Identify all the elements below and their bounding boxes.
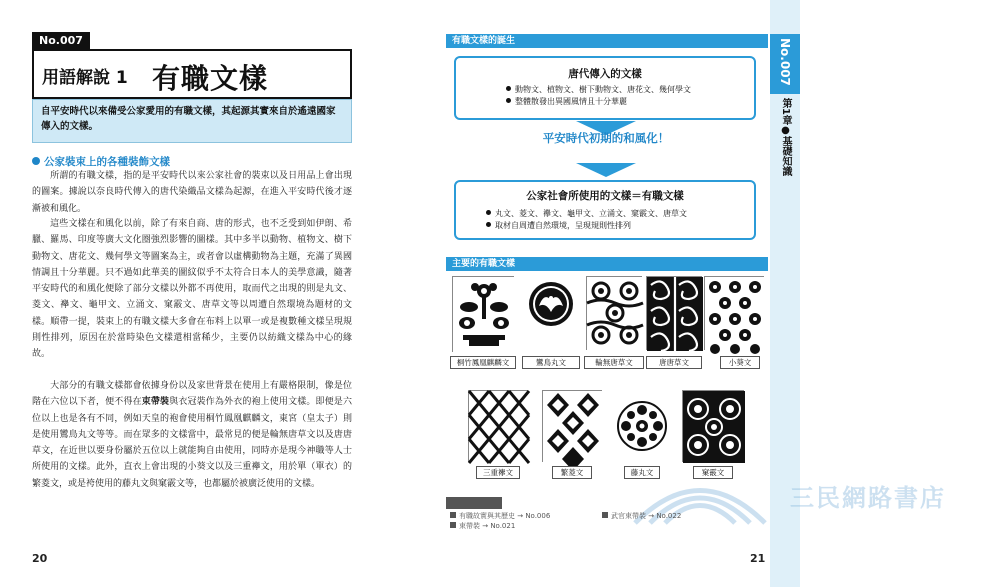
bullet-item xyxy=(486,208,687,220)
pattern-ranchou-maru-image xyxy=(526,276,576,336)
pattern-label-fuji-maru: 藤丸文 xyxy=(624,466,660,479)
pattern-kiritake-houou-image xyxy=(452,276,514,352)
flow-box-tang xyxy=(454,56,756,120)
pattern-kaasen-image xyxy=(682,390,744,462)
pattern-label-kiritake: 桐竹鳳凰麒麟文 xyxy=(450,356,516,369)
pattern-label-mie-dasuki: 三重襷文 xyxy=(476,466,520,479)
pattern-wanashi-karakusa-image xyxy=(586,276,642,350)
paragraph-1-text: 所謂的有職文樣，指的是平安時代以來公家社會的裝束以及日用品上會出現的圖案。據說以奈良時代傳入的唐代染織品文樣為起源，在進入平安時代後才逐漸被和風化。 xyxy=(32,171,352,214)
title-prefix: 用語解說 1 xyxy=(42,68,128,88)
section-heading-patterns: 主要的有職文樣 xyxy=(446,257,768,271)
pattern-label-tou-karakusa: 唐唐草文 xyxy=(646,356,702,369)
paragraph-3-text-a: 大部分的有職文樣都會依據身份以及家世背景在使用上有嚴格限制，像是位階在六位以下者，便不得在 xyxy=(32,381,352,408)
bullet-text: 取材自周遭自然環境，呈現規則性排列 xyxy=(495,221,631,230)
flow-box-tang-title: 唐代傳入的文樣 xyxy=(568,68,642,80)
paragraph-3-text-b: 與衣冠裝作為外衣的袍上使用文樣。即便是六位以上也是各有不同，例如天皇的袍會使用桐竹鳳凰麒麟文，東宮（皇太子）則是使用鸞鳥丸文等等。而在眾多的文樣當中，最常見的便是輪無唐草文以及唐唐草文，在近世以要身份屬於五位以上就能夠自由使用，同時亦是現今神職等人士所使用的文樣。此外，直衣上會出現的小葵文以及三重襷文，用於單（單衣）的繁菱文，或是袴使用的藤丸文與窠霰文等，也都屬於被廣泛使用的文樣。 xyxy=(32,397,352,489)
related-link-text: 束帶裝 → No.021 xyxy=(459,522,516,530)
flow-transition-text: 平安時代初期的和風化！ xyxy=(542,131,670,145)
chapter-side-tab xyxy=(770,0,800,587)
pattern-label-koaoi: 小葵文 xyxy=(720,356,760,369)
bullet-dot-icon xyxy=(506,86,511,91)
pattern-fuji-maru-image xyxy=(616,398,668,454)
pattern-shigebishi-image xyxy=(542,390,602,462)
bullet-dot-icon xyxy=(32,157,40,165)
watermark-text: 三民網路書店 xyxy=(790,484,946,512)
section-heading-origin: 有職文樣的誕生 xyxy=(446,34,768,48)
left-page xyxy=(0,0,400,587)
entry-number-tag: No.007 xyxy=(32,32,90,49)
flow-box-yusoku-bullets xyxy=(486,208,687,232)
pattern-label-shigebishi: 繁菱文 xyxy=(552,466,592,479)
related-links-header xyxy=(446,497,502,509)
flow-box-yusoku xyxy=(454,180,756,240)
flow-box-yusoku-title: 公家社會所使用的文樣＝有職文樣 xyxy=(526,190,684,202)
bullet-text: 整體散發出異國風情且十分華麗 xyxy=(515,97,627,106)
paragraph-1 xyxy=(32,168,352,217)
bullet-text: 動物文、植物文、樹下動物文、唐花文、幾何學文 xyxy=(515,85,691,94)
bullet-dot-icon xyxy=(486,222,491,227)
page-title: 有職文樣 xyxy=(152,62,269,95)
flow-box-tang-bullets xyxy=(506,84,691,108)
bullet-item xyxy=(486,220,687,232)
bullet-item xyxy=(506,84,691,96)
paragraph-2-text: 這些文樣在和風化以前，除了有來自商、唐的形式，也不乏受到如伊朗、希臘、羅馬、印度等廣大文化圈強烈影響的圖樣。其中多半以動物、植物文、樹下動物文、唐花文、幾何學文等圖案為主，或者會以虛構動物為主題，充滿了異國情調且十分華麗。只不過如此華美的圖紋似乎不太符合日本人的美學意識，隨著平安時代的和風化便除了部分文樣以外都不再使用，取而代之出現的則是丸文、菱文、襷文、龜甲文、立涌文、窠霰文、唐草文等以周遭自然環境為題材的文樣。順帶一提，裝束上的有職文樣大多會在布料上以單一或是複數種文樣呈現規則性排列，原因在於當時染色文樣還相當稀少，主要仍以紡織文樣為中心的緣故。 xyxy=(32,219,352,360)
related-link-text: 有職故實與其歷史 → No.006 xyxy=(459,512,551,520)
bullet-dot-icon xyxy=(506,98,511,103)
side-tab-number: No.007 xyxy=(778,38,792,86)
paragraph-3 xyxy=(32,378,352,492)
section-heading-text: 公家裝束上的各種裝飾文樣 xyxy=(44,156,170,168)
page-number-right: 21 xyxy=(750,552,766,565)
bullet-square-icon xyxy=(602,512,608,518)
related-link[interactable] xyxy=(602,511,681,521)
section-heading xyxy=(32,154,170,169)
pattern-mie-dasuki-image xyxy=(468,390,528,462)
related-link[interactable] xyxy=(450,511,550,521)
side-tab-chapter: 第1章●基礎知識 xyxy=(780,98,791,176)
down-arrow-icon xyxy=(576,163,636,177)
related-link[interactable] xyxy=(450,521,515,531)
title-box xyxy=(32,49,352,99)
bullet-text: 丸文、菱文、襷文、龜甲文、立涌文、窠霰文、唐草文 xyxy=(495,209,687,218)
bullet-square-icon xyxy=(450,522,456,528)
page-number-left: 20 xyxy=(32,552,48,565)
right-page xyxy=(400,0,946,587)
pattern-tou-karakusa-image xyxy=(646,276,702,350)
bullet-dot-icon xyxy=(486,210,491,215)
bullet-item xyxy=(506,96,691,108)
bullet-square-icon xyxy=(450,512,456,518)
lead-summary: 自平安時代以來備受公家愛用的有職文樣，其起源其實來自於遙遠國家傳入的文樣。 xyxy=(32,99,352,143)
paragraph-2 xyxy=(32,216,352,363)
pattern-label-kaasen: 窠霰文 xyxy=(693,466,733,479)
term-link-sokutai[interactable]: 束帶裝 xyxy=(141,397,170,408)
pattern-label-wanashi: 輪無唐草文 xyxy=(584,356,644,369)
pattern-label-ranchou: 鸞鳥丸文 xyxy=(522,356,580,369)
related-link-text: 武官束帶裝 → No.022 xyxy=(611,512,682,520)
pattern-koaoi-image xyxy=(704,276,764,350)
related-links xyxy=(446,497,768,531)
